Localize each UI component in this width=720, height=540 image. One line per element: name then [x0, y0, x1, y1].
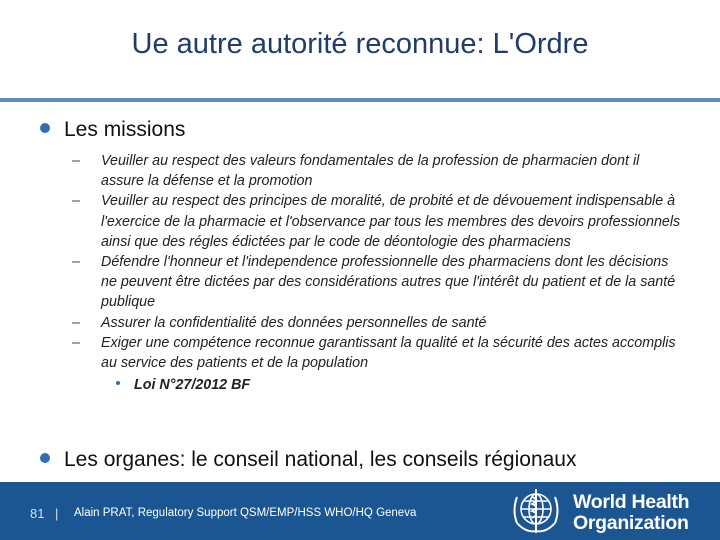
law-reference [116, 375, 682, 395]
dash-icon: – [72, 254, 80, 271]
mission-text: Exiger une compétence reconnue garantissant la qualité et la sécurité des actes accomplis au service des patients et de la population [101, 334, 676, 372]
bullet-missions [40, 118, 185, 142]
list-item [72, 252, 682, 313]
law-reference-text: Loi N°27/2012 BF [134, 377, 251, 394]
footer-bar [0, 482, 720, 540]
mission-text: Veuiller au respect des valeurs fondamentales de la profession de pharmacien dont il assure la défense et la promotion [101, 153, 640, 190]
footer-credit: Alain PRAT, Regulatory Support QSM/EMP/HSS WHO/HQ Geneva [74, 507, 417, 519]
dash-icon: – [72, 314, 80, 331]
title-divider [0, 98, 720, 102]
bullet-dot-icon [40, 123, 50, 133]
mission-text: Veuiller au respect des principes de moralité, de probité et de dévouement indispensable à l'exercice de la pharmacie et l'observance par tous les membres des devoirs professionnels ainsi que des régles édictées par le code de déontologie des pharmaciens [101, 193, 681, 250]
dash-icon: – [72, 193, 80, 210]
who-name-line1: World Health [573, 491, 690, 513]
list-item [72, 313, 682, 333]
bullet-dot-icon [40, 453, 50, 463]
bullet-organes-label: Les organes: le conseil national, les conseils régionaux [64, 448, 577, 471]
bullet-missions-label: Les missions [64, 118, 186, 141]
slide-title: Ue autre autorité reconnue: L'Ordre [131, 28, 589, 60]
list-item [72, 333, 682, 373]
who-name-line2: Organization [573, 512, 689, 534]
mission-text: Assurer la confidentialité des données personnelles de santé [101, 314, 487, 331]
list-item [72, 151, 682, 191]
bullet-organes [40, 448, 576, 472]
missions-list [72, 151, 682, 395]
who-emblem-icon [508, 485, 564, 537]
mission-text: Défendre l'honneur et l'independence professionnelle des pharmaciens dont les décisions ne peuvent être dictées par des considérations autres que l'intérêt du patient et de la santé publique [101, 254, 676, 311]
page-number: 81 [30, 506, 45, 521]
dash-icon: – [72, 153, 80, 169]
small-bullet-icon [116, 381, 120, 385]
footer-separator: | [55, 506, 59, 521]
dash-icon: – [72, 334, 80, 351]
list-item [72, 191, 682, 252]
